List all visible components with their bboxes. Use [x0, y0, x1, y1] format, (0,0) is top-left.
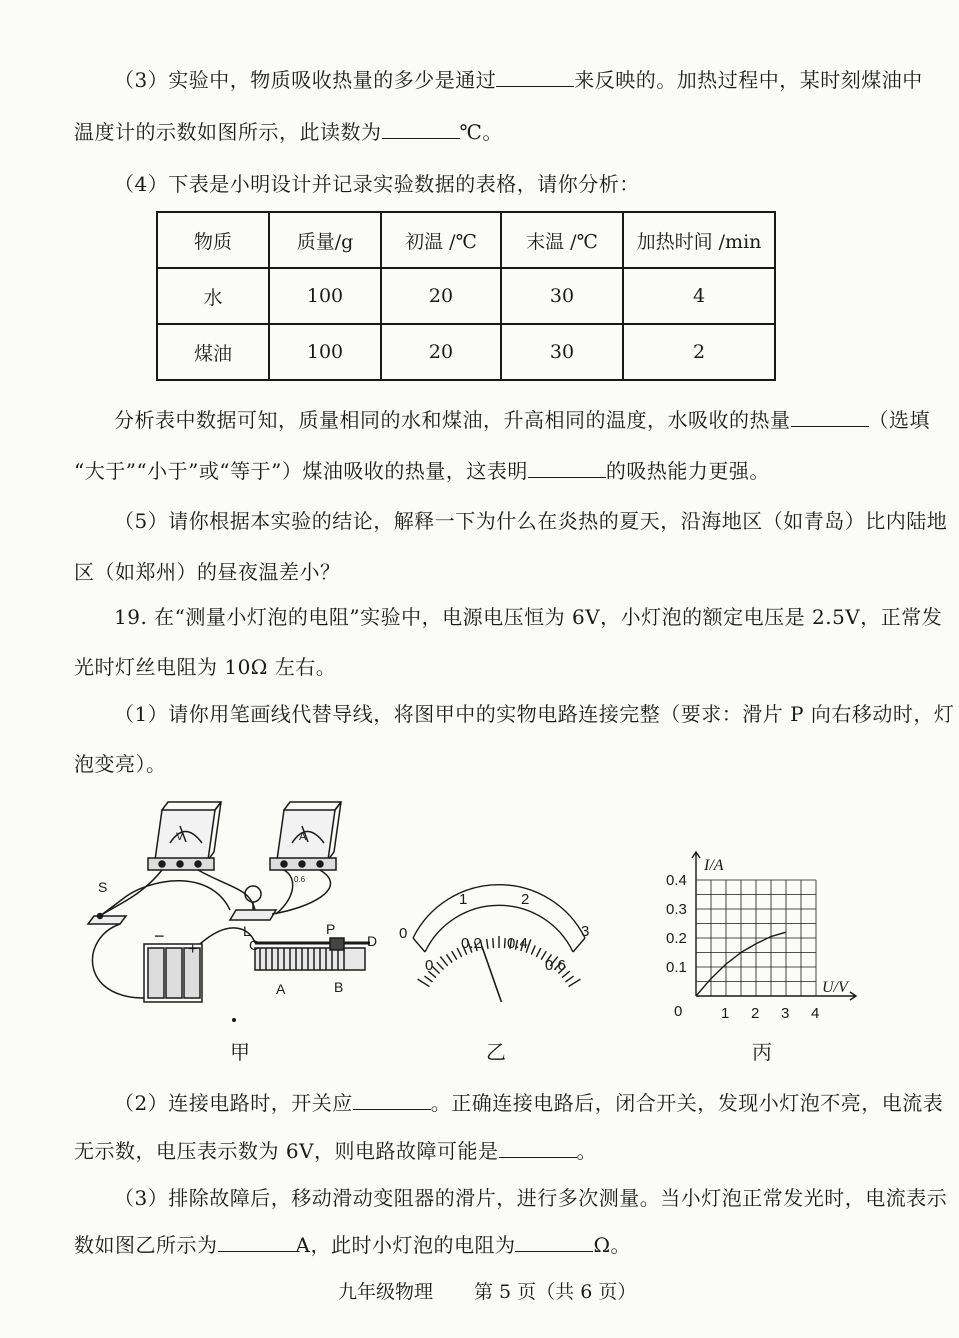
dial-tick [487, 939, 488, 949]
circuit-figure [80, 798, 400, 1028]
svg-text:2: 2 [521, 891, 530, 908]
iu-graph [660, 850, 860, 1025]
dial-tick [536, 948, 541, 957]
table-row: 煤油 100 20 30 2 [157, 324, 775, 380]
rheostat-icon [255, 938, 370, 970]
q4-intro: （4）下表是小明设计并记录实验数据的表格，请你分析： [114, 172, 640, 196]
q4-analysis-line1: 分析表中数据可知，质量相同的水和煤油，升高相同的温度，水吸收的热量 （选填 [114, 408, 930, 432]
y-tick-label: 0.1 [666, 959, 687, 976]
svg-text:A: A [299, 831, 307, 843]
origin-label: 0 [674, 1003, 683, 1020]
figure-caption-jia: 甲 [230, 1040, 250, 1064]
q3-line1: （3）实验中，物质吸收热量的多少是通过 来反映的。加热过程中，某时刻煤油中 [114, 68, 923, 92]
dial-tick [569, 979, 581, 986]
dial-tick [432, 967, 439, 974]
q3-line2: 温度计的示数如图所示，此读数为 ℃。 [74, 120, 503, 144]
svg-text:0: 0 [399, 925, 408, 942]
answer-blank[interactable] [496, 70, 574, 87]
svg-text:0.2: 0.2 [461, 935, 482, 952]
voltmeter-icon [148, 802, 221, 870]
dial-tick [565, 976, 573, 982]
answer-blank[interactable] [499, 1141, 577, 1158]
graph-grid [696, 880, 816, 996]
q19-p3-line2: 数如图乙所示为 A，此时小灯泡的电阻为 Ω。 [74, 1233, 632, 1257]
ammeter-dial-figure [395, 880, 605, 1010]
svg-text:A: A [276, 981, 286, 997]
svg-text:S: S [98, 879, 108, 895]
answer-blank[interactable] [353, 1093, 431, 1110]
dial-needle [482, 946, 502, 1002]
svg-text:1: 1 [459, 891, 468, 908]
graph-axes [692, 852, 856, 1000]
table-header-row: 物质 质量/g 初温 /℃ 末温 /℃ 加热时间 /min [157, 212, 775, 268]
svg-text:0: 0 [425, 957, 434, 974]
svg-text:B: B [334, 979, 344, 995]
axis-arrows [692, 852, 856, 1000]
dial-tick [446, 954, 452, 962]
q19-p1-line2: 泡变亮）。 [74, 752, 167, 776]
dial-tick [437, 962, 444, 969]
answer-blank[interactable] [515, 1235, 593, 1252]
answer-blank[interactable] [382, 122, 460, 139]
dial-tick [531, 945, 535, 954]
y-tick-label: 0.3 [666, 901, 687, 918]
svg-text:+: + [188, 941, 198, 958]
svg-text:0.4: 0.4 [507, 935, 528, 952]
x-axis-label: U/V [822, 979, 848, 996]
figure-caption-yi: 乙 [486, 1040, 506, 1064]
answer-blank[interactable] [791, 410, 869, 427]
svg-text:L: L [243, 923, 251, 939]
data-table [156, 211, 776, 381]
x-tick-label: 3 [781, 1005, 790, 1022]
svg-text:C: C [249, 937, 260, 953]
x-tick-label: 2 [751, 1005, 760, 1022]
q19-p2-line1: （2）连接电路时，开关应 。正确连接电路后，闭合开关，发现小灯泡不亮，电流表 [114, 1091, 944, 1115]
svg-text:D: D [367, 933, 378, 949]
x-tick-label: 4 [811, 1005, 820, 1022]
svg-text:−: − [154, 926, 165, 946]
dial-tick [452, 951, 457, 960]
y-tick-label: 0.2 [666, 930, 687, 947]
svg-text:V: V [176, 831, 184, 843]
q4-analysis-line2: “大于”“小于”或“等于”）煤油吸收的热量，这表明 的吸热能力更强。 [74, 459, 770, 483]
footer-page: 第 5 页（共 6 页） [474, 1281, 637, 1303]
dial-tick [505, 938, 506, 948]
footer-subject: 九年级物理 [338, 1281, 434, 1303]
y-tick-label: 0.4 [666, 872, 687, 889]
dial-tick [424, 976, 432, 982]
q19-line2: 光时灯丝电阻为 10Ω 左右。 [74, 655, 337, 679]
svg-text:P: P [326, 921, 336, 937]
q19-line1: 19. 在“测量小灯泡的电阻”实验中，电源电压恒为 6V，小灯泡的额定电压是 2.5V，正常发 [114, 605, 943, 629]
svg-text:0.6: 0.6 [294, 875, 306, 884]
answer-blank[interactable] [528, 461, 606, 478]
x-tick-label: 1 [721, 1005, 730, 1022]
table-row: 水 100 20 30 4 [157, 268, 775, 324]
q5-line2: 区（如郑州）的昼夜温差小？ [74, 560, 341, 584]
svg-text:0.6: 0.6 [545, 957, 566, 974]
q19-p3-line1: （3）排除故障后，移动滑动变阻器的滑片，进行多次测量。当小灯泡正常发光时，电流表示 [114, 1186, 948, 1210]
dial-tick [418, 979, 430, 986]
dial-tick [440, 957, 447, 966]
figure-caption-bing: 丙 [752, 1040, 772, 1064]
dial-tick [493, 938, 494, 948]
q19-p2-line2: 无示数，电压表示数为 6V，则电路故障可能是 。 [74, 1139, 598, 1163]
q19-p1-line1: （1）请你用笔画线代替导线，将图甲中的实物电路连接完整（要求：滑片 P 向右移动时，灯 [114, 702, 955, 726]
answer-blank[interactable] [218, 1235, 296, 1252]
y-axis-label: I/A [704, 857, 724, 874]
svg-text:3: 3 [581, 923, 590, 940]
q5-line1: （5）请你根据本实验的结论，解释一下为什么在炎热的夏天，沿海地区（如青岛）比内陆地 [114, 509, 948, 533]
